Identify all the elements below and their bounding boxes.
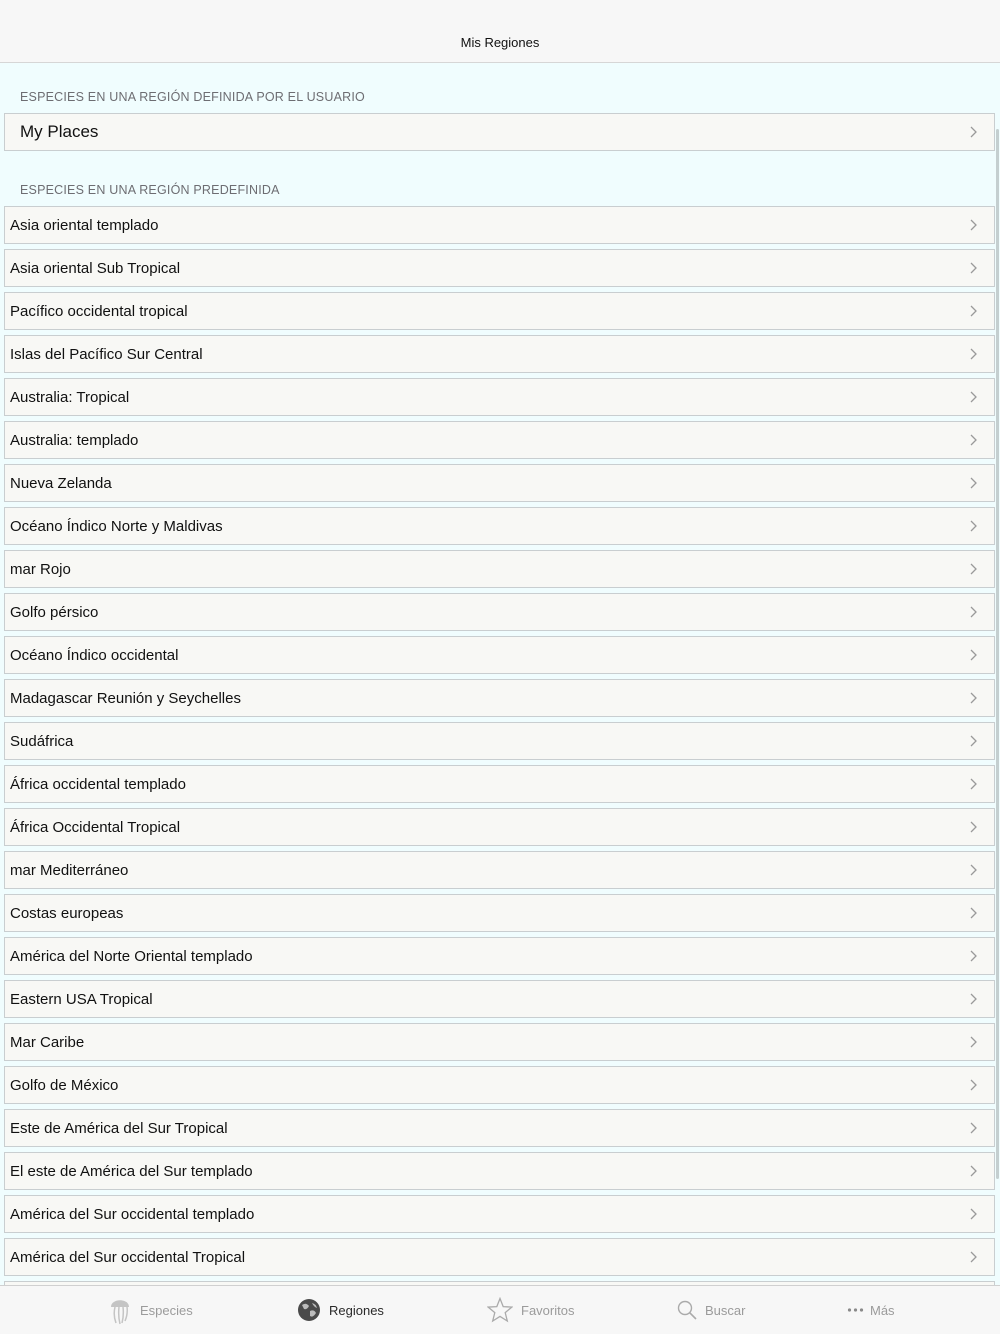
ellipsis-icon xyxy=(847,1307,864,1313)
tab-label: Buscar xyxy=(705,1302,746,1318)
tab-regiones[interactable] xyxy=(297,1294,384,1326)
chevron-right-icon xyxy=(966,1163,982,1179)
list-item-label: My Places xyxy=(20,122,99,141)
chevron-right-icon xyxy=(966,1249,982,1265)
list-item-label: El este de América del Sur templado xyxy=(10,1162,253,1180)
list-item[interactable] xyxy=(4,550,995,588)
page-title: Mis Regiones xyxy=(460,35,540,50)
tab-label: Regiones xyxy=(329,1302,384,1318)
chevron-right-icon xyxy=(966,647,982,663)
list-item[interactable] xyxy=(4,894,995,932)
list-item[interactable] xyxy=(4,1109,995,1147)
list-item-label: África Occidental Tropical xyxy=(10,818,181,836)
tab-buscar[interactable] xyxy=(677,1294,745,1326)
tab-mas[interactable] xyxy=(847,1294,895,1326)
tab-label: Más xyxy=(870,1302,895,1318)
tab-especies[interactable] xyxy=(108,1294,193,1326)
list-item[interactable] xyxy=(4,808,995,846)
list-item-label: América del Norte Oriental templado xyxy=(10,947,253,965)
list-item-label: Asia oriental Sub Tropical xyxy=(10,259,181,277)
chevron-right-icon xyxy=(966,432,982,448)
list-item[interactable] xyxy=(4,765,995,803)
chevron-right-icon xyxy=(966,124,982,140)
list-item-label: Mar Caribe xyxy=(10,1033,85,1051)
list-item-label: Golfo pérsico xyxy=(10,603,99,621)
chevron-right-icon xyxy=(966,346,982,362)
list-item-label: Océano Índico Norte y Maldivas xyxy=(10,517,223,535)
list-item[interactable] xyxy=(4,1195,995,1233)
list-item-label: mar Rojo xyxy=(10,560,71,578)
jellyfish-icon xyxy=(108,1295,132,1325)
list-item-label: América del Sur occidental Tropical xyxy=(10,1248,246,1266)
star-icon xyxy=(487,1297,513,1323)
list-item-label: Australia: Tropical xyxy=(10,388,130,406)
chevron-right-icon xyxy=(966,217,982,233)
section-header-user-defined: ESPECIES EN UNA REGIÓN DEFINIDA POR EL USUARIO xyxy=(20,90,365,104)
chevron-right-icon xyxy=(966,1077,982,1093)
list-item-label: Costas europeas xyxy=(10,904,124,922)
regions-list[interactable] xyxy=(0,63,1000,1285)
chevron-right-icon xyxy=(966,518,982,534)
chevron-right-icon xyxy=(966,991,982,1007)
list-item-label: Madagascar Reunión y Seychelles xyxy=(10,689,241,707)
list-item[interactable] xyxy=(4,679,995,717)
tab-favoritos[interactable] xyxy=(487,1294,574,1326)
chevron-right-icon xyxy=(966,303,982,319)
chevron-right-icon xyxy=(966,561,982,577)
list-item-label: América del Sur occidental templado xyxy=(10,1205,255,1223)
list-item-label: África occidental templado xyxy=(10,775,186,793)
list-item[interactable] xyxy=(4,507,995,545)
navigation-bar xyxy=(0,0,1000,63)
chevron-right-icon xyxy=(966,389,982,405)
list-item[interactable] xyxy=(4,378,995,416)
chevron-right-icon xyxy=(966,604,982,620)
list-item[interactable] xyxy=(4,1152,995,1190)
list-item-label: Nueva Zelanda xyxy=(10,474,112,492)
list-item-label: Eastern USA Tropical xyxy=(10,990,153,1008)
tab-label: Especies xyxy=(140,1302,193,1318)
list-item[interactable] xyxy=(4,464,995,502)
list-item-label: Asia oriental templado xyxy=(10,216,159,234)
chevron-right-icon xyxy=(966,862,982,878)
chevron-right-icon xyxy=(966,475,982,491)
chevron-right-icon xyxy=(966,776,982,792)
chevron-right-icon xyxy=(966,819,982,835)
list-item[interactable] xyxy=(4,722,995,760)
scrollbar[interactable] xyxy=(996,129,999,1179)
list-item[interactable] xyxy=(4,1238,995,1276)
chevron-right-icon xyxy=(966,690,982,706)
list-item[interactable] xyxy=(4,249,995,287)
globe-icon xyxy=(297,1298,321,1322)
list-item-label: Pacífico occidental tropical xyxy=(10,302,188,320)
list-item[interactable] xyxy=(4,937,995,975)
chevron-right-icon xyxy=(966,1034,982,1050)
chevron-right-icon xyxy=(966,1120,982,1136)
list-item[interactable] xyxy=(4,1066,995,1104)
chevron-right-icon xyxy=(966,260,982,276)
list-item[interactable] xyxy=(4,980,995,1018)
list-item[interactable] xyxy=(4,421,995,459)
list-item[interactable] xyxy=(4,851,995,889)
list-item[interactable] xyxy=(4,206,995,244)
chevron-right-icon xyxy=(966,948,982,964)
list-item[interactable] xyxy=(4,636,995,674)
list-item-label: Océano Índico occidental xyxy=(10,646,179,664)
list-item-label: Golfo de México xyxy=(10,1076,119,1094)
list-item-label: Sudáfrica xyxy=(10,732,74,750)
section-header-predefined: ESPECIES EN UNA REGIÓN PREDEFINIDA xyxy=(20,183,280,197)
chevron-right-icon xyxy=(966,733,982,749)
tab-bar xyxy=(0,1285,1000,1334)
magnifier-icon xyxy=(677,1300,697,1320)
list-item-label: Este de América del Sur Tropical xyxy=(10,1119,228,1137)
list-item-label: Islas del Pacífico Sur Central xyxy=(10,345,203,363)
list-item-label: mar Mediterráneo xyxy=(10,861,129,879)
list-item[interactable] xyxy=(4,292,995,330)
list-item-label: Australia: templado xyxy=(10,431,139,449)
list-item[interactable] xyxy=(4,593,995,631)
chevron-right-icon xyxy=(966,1206,982,1222)
tab-label: Favoritos xyxy=(521,1302,575,1318)
list-item[interactable] xyxy=(4,1023,995,1061)
list-item[interactable] xyxy=(4,335,995,373)
list-item-my-places[interactable] xyxy=(4,113,995,151)
chevron-right-icon xyxy=(966,905,982,921)
